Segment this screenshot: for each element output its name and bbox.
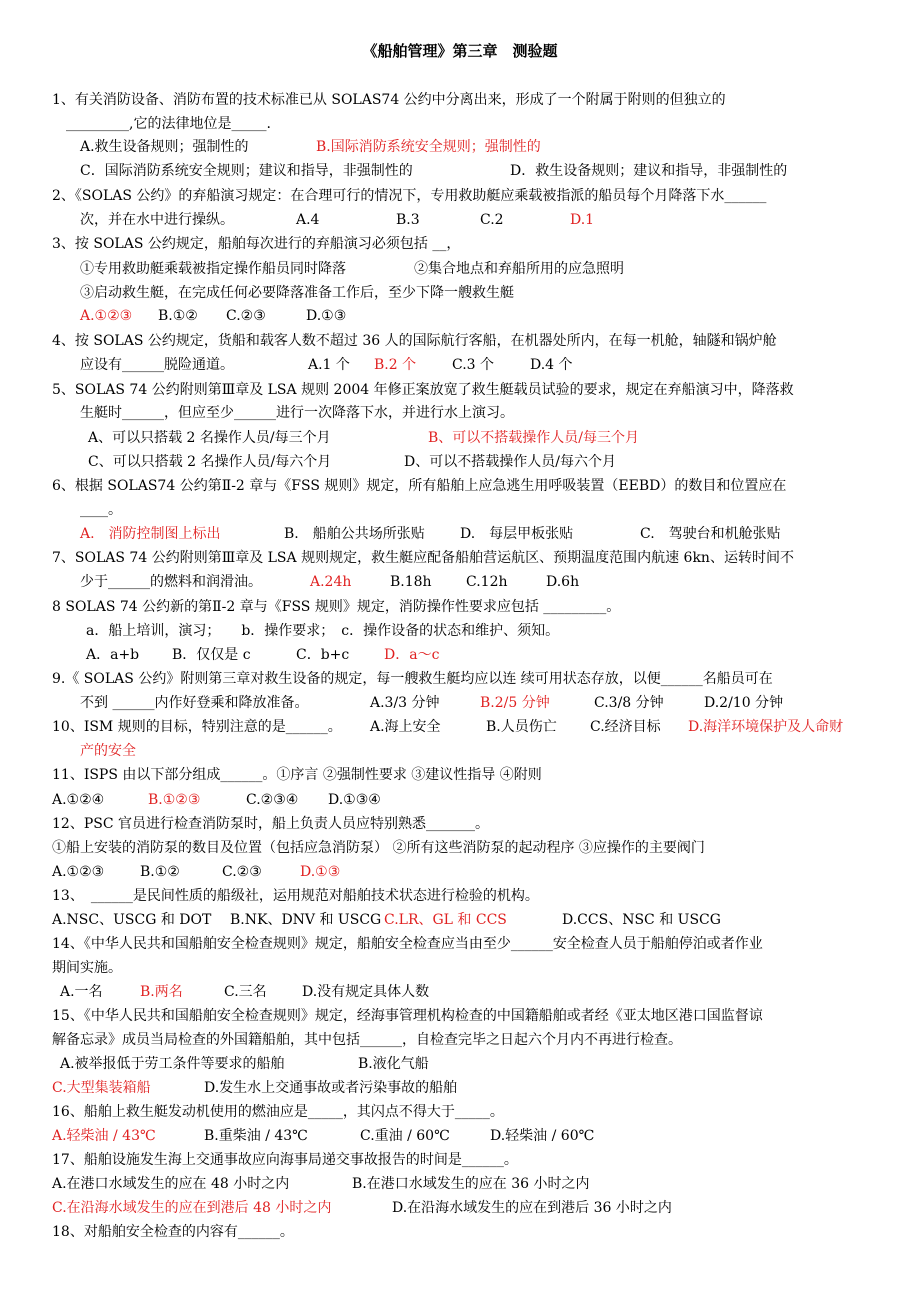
question-15-options-row1 <box>60 1054 840 1074</box>
q3-item-2: ②集合地点和弃船所用的应急照明 <box>414 261 624 277</box>
question-10-row <box>52 717 882 737</box>
q16-option-b: B.重柴油 / 43℃ <box>204 1128 308 1144</box>
q13-option-b: B.NK、DNV 和 USCG <box>230 912 382 928</box>
q11-option-b-answer: B.①②③ <box>148 792 201 808</box>
q14-option-c: C.三名 <box>224 984 267 1000</box>
q12-option-d-answer: D.①③ <box>300 864 341 880</box>
question-2-stem-cont-options <box>80 210 860 230</box>
question-5-stem: 5、SOLAS 74 公约附则第Ⅲ章及 LSA 规则 2004 年修正案放宽了救生艇载员试验的要求，规定在弃船演习中，降落救 <box>52 382 794 398</box>
q10-option-b: B.人员伤亡 <box>486 719 557 735</box>
question-11-options <box>52 790 832 810</box>
q6-option-b: B. 船舶公共场所张贴 <box>284 526 425 542</box>
q9-option-d: D.2/10 分钟 <box>704 695 784 711</box>
question-15-options-row2 <box>52 1078 832 1098</box>
q17-option-b: B.在港口水域发生的应在 36 小时之内 <box>352 1176 590 1192</box>
q11-option-d: D.①③④ <box>328 792 381 808</box>
q9-option-b-answer: B.2/5 分钟 <box>480 695 550 711</box>
question-4-stem-cont: 应设有______脱险通道。 <box>80 357 234 373</box>
q8-option-b: B．仅仅是 c <box>172 647 251 663</box>
question-14-stem-cont: 期间实施。 <box>52 960 122 976</box>
question-9-stem-cont-options <box>80 693 860 713</box>
question-18-stem: 18、对船舶安全检查的内容有______。 <box>52 1224 294 1240</box>
question-4-stem: 4、按 SOLAS 公约规定，货船和载客人数不超过 36 人的国际航行客船，在机器处所内，在每一机舱，轴隧和锅炉舱 <box>52 333 777 349</box>
q2-option-c: C.2 <box>480 212 504 228</box>
question-9-stem: 9.《 SOLAS 公约》附则第三章对救生设备的规定，每一艘救生艇均应以连 续可用状态存放，以便______名船员可在 <box>52 671 773 687</box>
q2-option-b: B.3 <box>396 212 420 228</box>
q3-item-3: ③启动救生艇，在完成任何必要降落准备工作后，至少下降一艘救生艇 <box>80 285 514 301</box>
q9-option-a: A.3/3 分钟 <box>370 695 440 711</box>
q3-option-d: D.①③ <box>306 308 347 324</box>
question-5-stem-cont: 生艇时______，但应至少______进行一次降落下水，并进行水上演习。 <box>80 405 514 421</box>
q4-option-a: A.1 个 <box>308 357 350 373</box>
q1-option-d: D．救生设备规则；建议和指导，非强制性的 <box>510 163 788 179</box>
q11-option-a: A.①②④ <box>52 792 105 808</box>
q7-option-b: B.18h <box>390 574 432 590</box>
question-4-stem-cont-options <box>80 355 860 375</box>
q8-option-a: A．a+b <box>86 647 140 663</box>
question-5-options-row1 <box>88 428 868 448</box>
q17-option-a: A.在港口水域发生的应在 48 小时之内 <box>52 1176 290 1192</box>
question-3-items-row1 <box>80 259 860 279</box>
q15-option-c-answer: C.大型集装箱船 <box>52 1080 151 1096</box>
q9-option-c: C.3/8 分钟 <box>594 695 664 711</box>
question-12-items: ①船上安装的消防泵的数目及位置（包括应急消防泵） ②所有这些消防泵的起动程序 ③应操作的主要阀门 <box>52 840 705 856</box>
q3-option-b: B.①② <box>158 308 198 324</box>
q6-option-c: C. 驾驶台和机舱张贴 <box>640 526 781 542</box>
q4-option-c: C.3 个 <box>452 357 495 373</box>
q10-option-c: C.经济目标 <box>590 719 661 735</box>
q1-option-b-answer: B.国际消防系统安全规则；强制性的 <box>316 139 541 155</box>
q1-option-c: C．国际消防系统安全规则；建议和指导，非强制性的 <box>80 163 413 179</box>
question-7-stem-cont-options <box>80 572 860 592</box>
q3-option-c: C.②③ <box>226 308 266 324</box>
q11-option-c: C.②③④ <box>246 792 299 808</box>
question-1-stem: 1、有关消防设备、消防布置的技术标准已从 SOLAS74 公约中分离出来，形成了一个附属于附则的但独立的 <box>52 92 726 108</box>
question-3-options <box>80 306 860 326</box>
question-17-options-row1 <box>52 1174 852 1194</box>
question-1-options-row2 <box>80 161 880 181</box>
q14-option-a: A.一名 <box>60 984 103 1000</box>
question-13-options <box>52 910 852 930</box>
q12-option-a: A.①②③ <box>52 864 105 880</box>
question-7-stem-cont: 少于______的燃料和润滑油。 <box>80 574 262 590</box>
q15-option-b: B.液化气船 <box>358 1056 429 1072</box>
question-7-stem: 7、SOLAS 74 公约附则第Ⅲ章及 LSA 规则规定，救生艇应配备船舶营运航区、预期温度范围内航速 6kn、运转时间不 <box>52 550 794 566</box>
q10-option-d-answer-cont: 产的安全 <box>80 743 136 759</box>
question-1-options-row1 <box>80 137 880 157</box>
q14-option-d: D.没有规定具体人数 <box>302 984 430 1000</box>
question-5-options-row2 <box>88 452 868 472</box>
question-8-options <box>86 645 866 665</box>
q15-option-d: D.发生水上交通事故或者污染事故的船舶 <box>204 1080 458 1096</box>
q12-option-b: B.①② <box>140 864 180 880</box>
question-2-stem: 2、《SOLAS 公约》的弃船演习规定：在合理可行的情况下，专用救助艇应乘载被指派的船员每个月降落下水______ <box>52 188 767 204</box>
q5-option-c: C、可以只搭载 2 名操作人员/每六个月 <box>88 454 332 470</box>
question-12-stem: 12、PSC 官员进行检查消防泵时，船上负责人员应特别熟悉_______。 <box>52 816 489 832</box>
q12-option-c: C.②③ <box>222 864 262 880</box>
question-1-stem-cont: _________,它的法律地位是_____. <box>66 116 271 132</box>
question-10-stem: 10、ISM 规则的目标，特别注意的是______。 <box>52 719 342 735</box>
q14-option-b-answer: B.两名 <box>140 984 183 1000</box>
question-3-stem: 3、按 SOLAS 公约规定，船舶每次进行的弃船演习必须包括 __， <box>52 236 461 252</box>
q6-option-d: D. 每层甲板张贴 <box>460 526 574 542</box>
question-17-options-row2 <box>52 1198 852 1218</box>
q15-option-a: A.被举报低于劳工条件等要求的船舶 <box>60 1056 285 1072</box>
q6-option-a-answer: A. 消防控制图上标出 <box>80 526 221 542</box>
question-9-stem-cont: 不到 ______内作好登乘和降放准备。 <box>80 695 309 711</box>
q5-option-d: D、可以不搭载操作人员/每六个月 <box>404 454 616 470</box>
q1-option-a: A.救生设备规则；强制性的 <box>80 139 249 155</box>
question-6-stem-cont: ____。 <box>80 502 122 518</box>
question-12-options <box>52 862 832 882</box>
question-6-stem: 6、根据 SOLAS74 公约第Ⅱ-2 章与《FSS 规则》规定，所有船舶上应急逃生用呼吸装置（EEBD）的数目和位置应在 <box>52 478 787 494</box>
question-16-stem: 16、船舶上救生艇发动机使用的燃油应是_____，其闪点不得大于_____。 <box>52 1104 504 1120</box>
question-13-stem: 13、 ______是民间性质的船级社，运用规范对船舶技术状态进行检验的机构。 <box>52 888 539 904</box>
q2-option-d-answer: D.1 <box>570 212 595 228</box>
q4-option-b-answer: B.2 个 <box>374 357 417 373</box>
q8-option-c: C．b+c <box>296 647 350 663</box>
question-16-options <box>52 1126 832 1146</box>
q8-option-d-answer: D．a～c <box>384 647 440 663</box>
q5-option-b-answer: B、可以不搭载操作人员/每三个月 <box>428 430 640 446</box>
q3-item-1: ①专用救助艇乘载被指定操作船员同时降落 <box>80 261 346 277</box>
question-2-stem-cont: 次，并在水中进行操纵。 <box>80 212 234 228</box>
q13-option-a: A.NSC、USCG 和 DOT <box>52 912 212 928</box>
question-8-stem: 8 SOLAS 74 公约新的第Ⅱ-2 章与《FSS 规则》规定，消防操作性要求应包括 _________。 <box>52 599 621 615</box>
q7-option-d: D.6h <box>546 574 580 590</box>
q5-option-a: A、可以只搭载 2 名操作人员/每三个月 <box>88 430 331 446</box>
q16-option-c: C.重油 / 60℃ <box>360 1128 450 1144</box>
q13-option-d: D.CCS、NSC 和 USCG <box>562 912 721 928</box>
question-15-stem: 15、《中华人民共和国船舶安全检查规则》规定，经海事管理机构检查的中国籍船舶或者经《亚太地区港口国监督谅 <box>52 1008 763 1024</box>
q2-option-a: A.4 <box>296 212 320 228</box>
question-8-items: a．船上培训，演习； b．操作要求； c．操作设备的状态和维护、须知。 <box>86 623 560 639</box>
page-title: 《船舶管理》第三章 测验题 <box>362 42 558 60</box>
question-17-stem: 17、船舶设施发生海上交通事故应向海事局递交事故报告的时间是______。 <box>52 1152 518 1168</box>
q7-option-a-answer: A.24h <box>310 574 352 590</box>
q17-option-c-answer: C.在沿海水域发生的应在到港后 48 小时之内 <box>52 1200 332 1216</box>
q16-option-d: D.轻柴油 / 60℃ <box>490 1128 595 1144</box>
question-14-stem: 14、《中华人民共和国船舶安全检查规则》规定，船舶安全检查应当由至少______安全检查人员于船舶停泊或者作业 <box>52 936 763 952</box>
q16-option-a-answer: A.轻柴油 / 43℃ <box>52 1128 156 1144</box>
question-11-stem: 11、ISPS 由以下部分组成______。①序言 ②强制性要求 ③建议性指导 ④附则 <box>52 767 542 783</box>
q7-option-c: C.12h <box>466 574 508 590</box>
question-14-options <box>60 982 840 1002</box>
q10-option-d-answer: D.海洋环境保护及人命财 <box>688 719 844 735</box>
q4-option-d: D.4 个 <box>530 357 573 373</box>
question-6-options <box>80 524 860 544</box>
q10-option-a: A.海上安全 <box>370 719 441 735</box>
q17-option-d: D.在沿海水域发生的应在到港后 36 小时之内 <box>392 1200 672 1216</box>
question-15-stem-cont: 解备忘录》成员当局检查的外国籍船舶，其中包括______，自检查完毕之日起六个月内不再进行检查。 <box>52 1032 682 1048</box>
q13-option-c-answer: C.LR、GL 和 CCS <box>384 912 507 928</box>
q3-option-a-answer: A.①②③ <box>80 308 133 324</box>
